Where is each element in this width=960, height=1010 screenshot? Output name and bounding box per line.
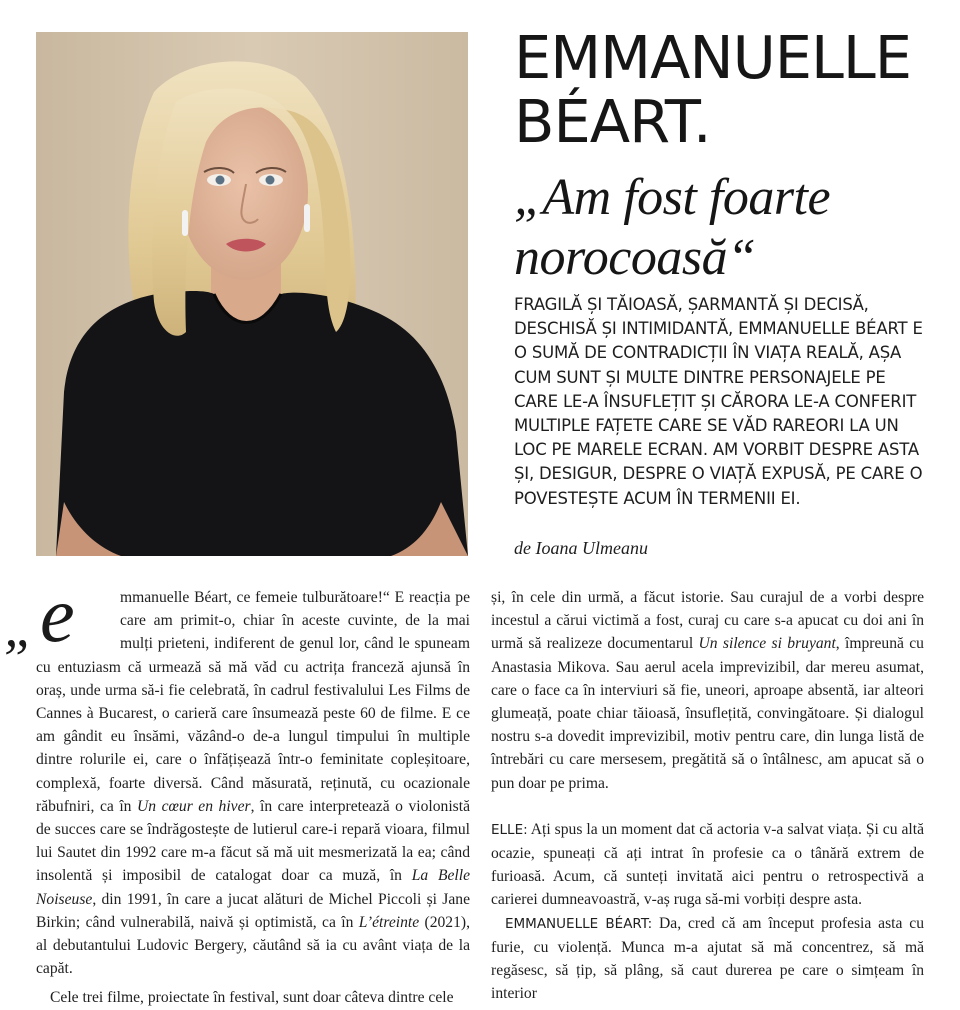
article-title: EMMANUELLE BÉART. [514,23,912,156]
body-text: mmanuelle Béart, ce femeie tulburătoare!“ E reacția pe care am primit-o, chiar în aceste cuvinte, de la mai mulți prieteni, indiferent de genul lor, când le spuneam cu entuziasm că urmează să mă văd cu actrița franceză ajunsă în oraș, unde urma să-i fie celebrată, în cadrul festivalului Les Films de Cannes à Bucarest, o carieră care însumează peste 60 de filme. E ce am gândit eu însămi, văzând-o de-a lungul timpului în multiple dintre rolurile ei, care o înfățișează într-o feminitate copleșitoare, complexă, foarte diversă. Când măsurată, reținută, cu ocazionale răbufniri, ca în [36,589,470,815]
body-column-left [4,571,471,1010]
opening-quote-mark: „ [4,597,36,659]
speaker-beart: EMMANUELLE BÉART: [505,915,653,932]
question-text: Ați spus la un moment dat că actoria v-a salvat viața. Și cu altă ocazie, spuneați că ați intrat în profesie ca o tânără extrem de furioasă. Acum, că sunteți invitată aici pentru o retrospectivă a carierei dumneavoastră, v-aș ruga să-mi vorbiți despre asta. [491,820,924,909]
body-text: , din 1991, în care a jucat alături de Michel Piccoli și Jane Birkin; când vulnerabilă, naivă și optimistă, ca în [36,890,470,931]
body-paragraph-2: Cele trei filme, proiectate în festival, sunt doar câteva dintre cele [50,989,454,1007]
body-text: și, în cele din urmă, a făcut istorie. Sau curajul de a vorbi despre incestul a cărui victimă a fost, curaj cu care s-a apucat cu doi ani în urmă să realizeze documentarul [491,589,924,653]
speaker-elle: ELLE: [491,821,528,838]
body-paragraph-right-1 [491,586,924,795]
body-text: (2021), al debutantului Ludovic Bergery, căutând să ia cu avânt viața de la capăt. [36,913,470,978]
interview-question [491,818,924,912]
film-title: Un silence si bruyant [698,635,836,653]
article-quote: „Am fost foarte norocoasă“ [514,169,831,286]
body-column-right [491,586,924,1005]
body-text: , împreună cu Anastasia Mikova. Sau aerul acela imprevizibil, dar mereu asumat, care o face ca în interviuri să fie, uneori, aproape absentă, iar alteori glumeață, poate chiar tăioasă, însuflețită, convingătoare. Și dialogul nostru s-a dovedit imprevizibil, motiv pentru care, din lunga listă de întrebări cu care mersesem, pregătită să o întâlnesc, am apucat să o pun doar pe prima. [491,635,924,792]
body-paragraph-1 [4,571,471,980]
film-title: Un cœur en hiver [137,797,251,815]
dropcap-block [4,571,116,659]
article-lead: FRAGILĂ ȘI TĂIOASĂ, ȘARMANTĂ ȘI DECISĂ, DESCHISĂ ȘI INTIMIDANTĂ, EMMANUELLE BÉART E O SUMĂ DE CONTRADICȚII ÎN VIAȚA REALĂ, AȘA CUM SUNT ȘI MULTE DINTRE PERSONAJELE PE CARE LE-A ÎNSUFLEȚIT ȘI CĂRORA LE-A CONFERIT MULTIPLE FAȚETE CARE SE VĂD RAREORI LA UN LOC PE MARELE ECRAN. AM VORBIT DESPRE ASTA ȘI, DESIGUR, DESPRE O VIAȚĂ EXPUSĂ, PE CARE O POVESTEȘTE ACUM ÎN TERMENII EI. [514,295,923,508]
dropcap-letter: e [40,571,75,658]
body-text: , în care interpretează o violonistă de succes care se îndrăgostește de lutierul care-i repară vioara, filmul lui Sautet din 1992 care m-a făcut să mă uit mesmerizată la ea; când insolentă și imposibil de catalogat doar ca muză, în [36,797,470,885]
answer-text: Da, cred că am început profesia asta cu furie, cu violență. Munca m-a ajutat să mă concentrez, să mă regăsesc, să țip, să plâng, să caut durerea pe care o simțeam în interior [491,914,925,1003]
portrait-illustration [36,32,468,556]
paragraph-gap [491,795,924,818]
interview-answer [491,912,924,1006]
article-byline: de Ioana Ulmeanu [514,538,648,558]
film-title: La Belle Noiseuse [36,867,471,908]
portrait-photo [36,32,468,556]
film-title: L’étreinte [358,913,420,931]
